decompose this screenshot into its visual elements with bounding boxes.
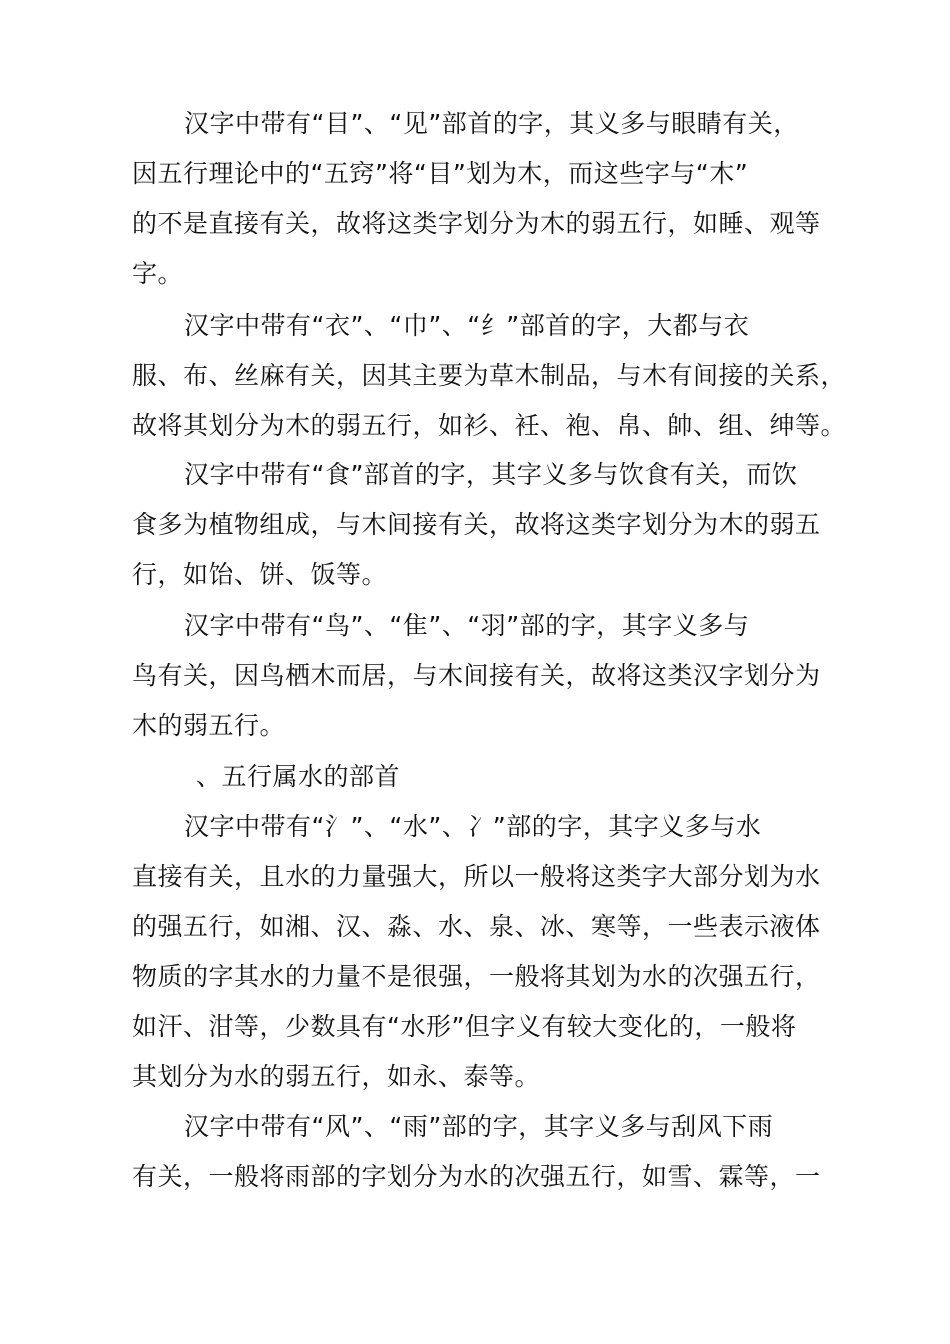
text-line: 因五行理论中的“五窍”将“目”划为木，而这些字与“木”	[132, 159, 749, 188]
text-line: 鸟有关，因鸟栖木而居，与木间接有关，故将这类汉字划分为	[132, 661, 821, 690]
text-line: 字。	[132, 259, 184, 288]
text-line: 直接有关，且水的力量强大，所以一般将这类字大部分划为水	[132, 862, 821, 891]
text-line: 汉字中带有“目”、“见”部首的字，其义多与眼睛有关，	[184, 109, 799, 138]
text-line: 故将其划分为木的弱五行，如衫、衽、袍、帛、帥、组、绅等。	[132, 411, 847, 440]
text-line: 汉字中带有“鸟”、“隹”、“羽”部的字，其字义多与	[184, 611, 750, 640]
text-line: 物质的字其水的力量不是很强，一般将其划为水的次强五行，	[132, 962, 821, 991]
text-line: 木的弱五行。	[132, 711, 286, 740]
text-line: 服、布、丝麻有关，因其主要为草木制品，与木有间接的关系，	[132, 361, 847, 390]
text-line: 的不是直接有关，故将这类字划分为木的弱五行，如睡、观等	[132, 209, 821, 238]
text-line: 汉字中带有“风”、“雨”部的字，其字义多与刮风下雨	[184, 1112, 774, 1141]
text-line: 如汗、泔等，少数具有“水形”但字义有较大变化的，一般将	[132, 1012, 797, 1041]
text-line: 其划分为水的弱五行，如永、泰等。	[132, 1062, 541, 1091]
text-line: 的强五行，如湘、汉、淼、水、泉、冰、寒等，一些表示液体	[132, 912, 821, 941]
text-line: 汉字中带有“衣”、“巾”、“纟”部首的字，大都与衣	[184, 311, 750, 340]
text-line: 有关，一般将雨部的字划分为水的次强五行，如雪、霖等，一	[132, 1162, 821, 1191]
section-heading: 、五行属水的部首	[196, 762, 401, 791]
text-line: 行，如饴、饼、饭等。	[132, 560, 388, 589]
text-line: 食多为植物组成，与木间接有关，故将这类字划分为木的弱五	[132, 510, 821, 539]
text-line: 汉字中带有“食”部首的字，其字义多与饮食有关，而饮	[184, 460, 798, 489]
text-line: 汉字中带有“氵”、“水”、冫”部的字，其字义多与水	[184, 812, 762, 841]
